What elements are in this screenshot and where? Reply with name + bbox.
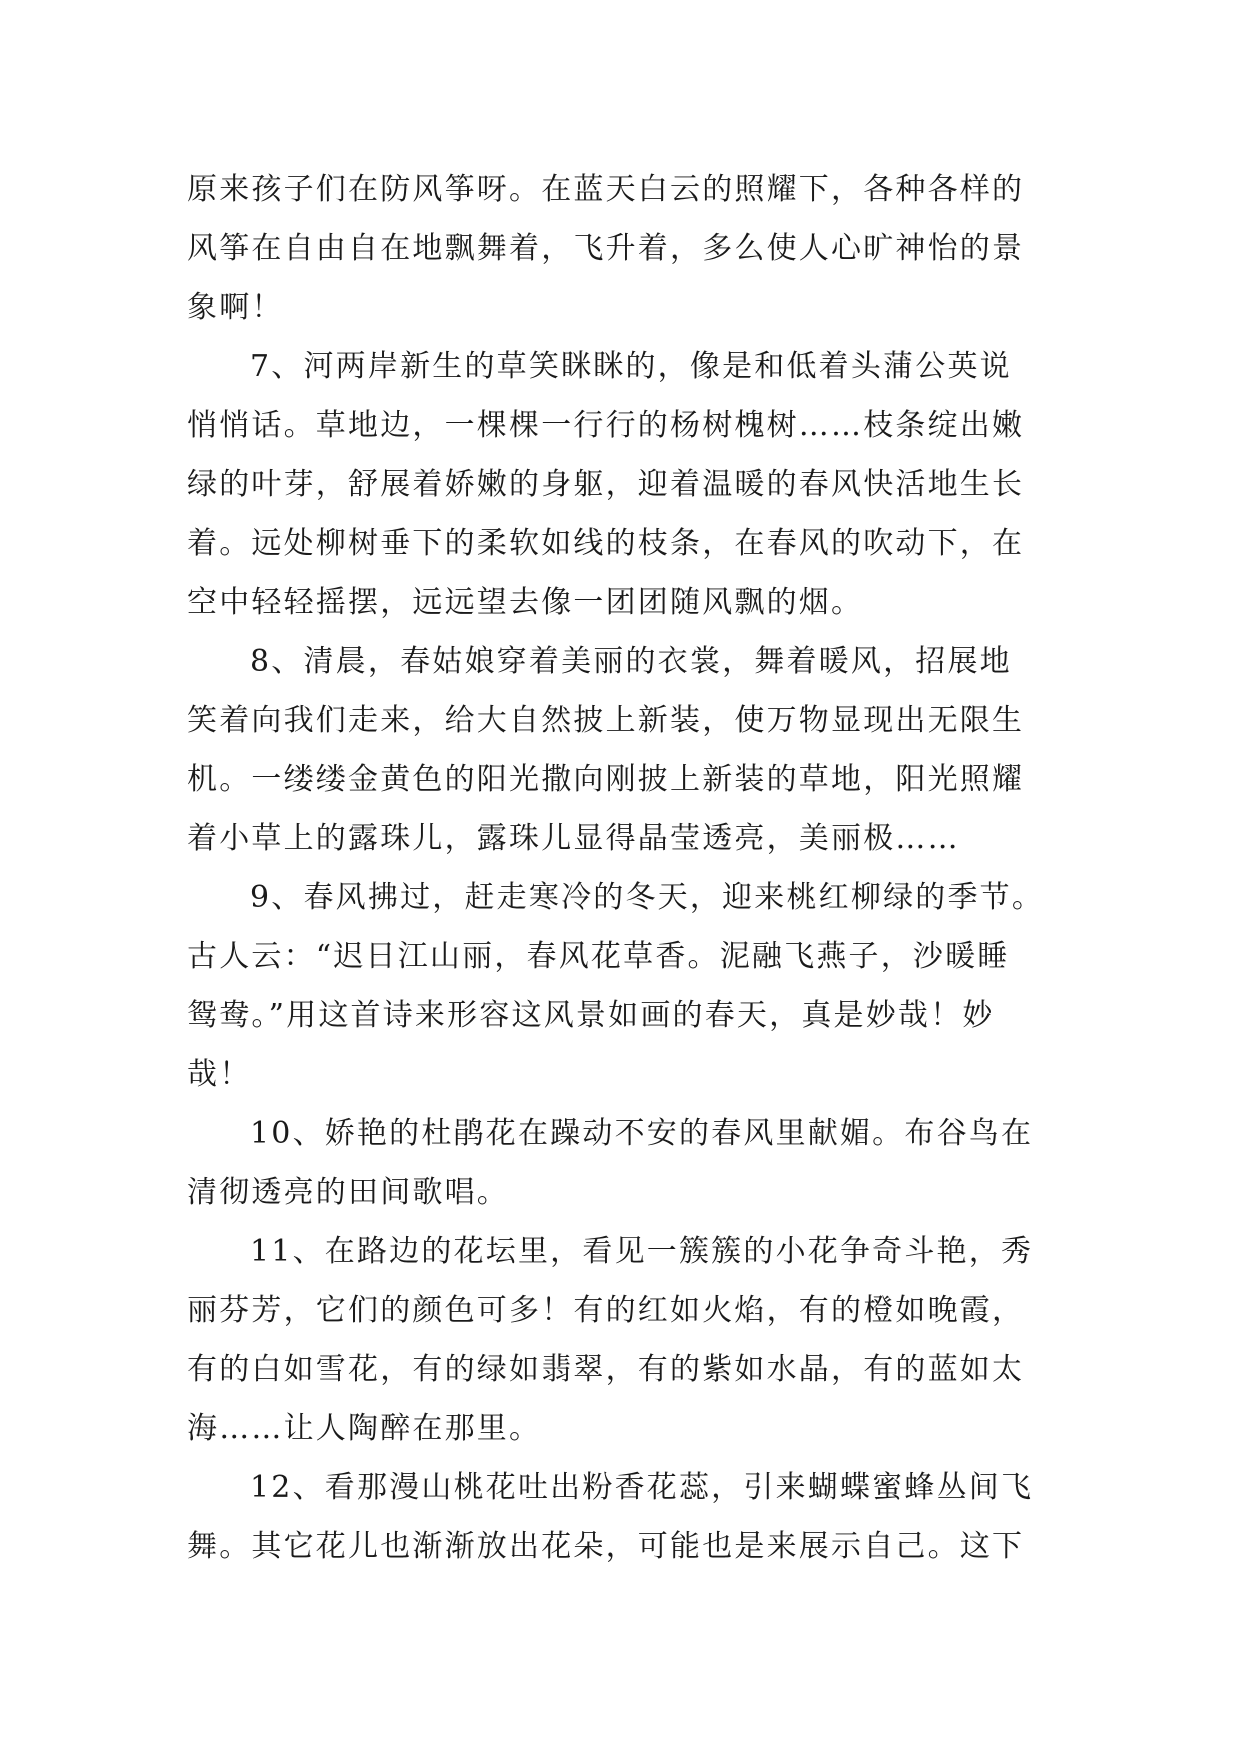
paragraph-line: 丽芬芳，它们的颜色可多！有的红如火焰，有的橙如晚霞， <box>187 1293 1025 1328</box>
paragraph-line: 绿的叶芽，舒展着娇嫩的身躯，迎着温暖的春风快活地生长 <box>187 467 1025 502</box>
paragraph-line: 9、春风拂过，赶走寒冷的冬天，迎来桃红柳绿的季节。 <box>250 880 1045 915</box>
paragraph-line: 原来孩子们在防风筝呀。在蓝天白云的照耀下，各种各样的 <box>187 172 1025 207</box>
paragraph-line: 笑着向我们走来，给大自然披上新装，使万物显现出无限生 <box>187 703 1025 738</box>
paragraph-item-11 <box>187 1222 1067 1458</box>
paragraph-line: 10、娇艳的杜鹃花在躁动不安的春风里献媚。布谷鸟在 <box>250 1116 1034 1151</box>
paragraph-line: 鸳鸯。”用这首诗来形容这风景如画的春天，真是妙哉！妙 <box>187 998 995 1033</box>
paragraph-item-8 <box>187 632 1067 868</box>
paragraph-line: 机。一缕缕金黄色的阳光撒向刚披上新装的草地，阳光照耀 <box>187 762 1025 797</box>
paragraph-item-9 <box>187 868 1067 1104</box>
paragraph-item-7 <box>187 337 1067 632</box>
paragraph-line: 着小草上的露珠儿，露珠儿显得晶莹透亮，美丽极…… <box>187 821 960 856</box>
paragraph-line: 象啊！ <box>187 290 284 325</box>
paragraph-line: 哉！ <box>187 1057 252 1092</box>
paragraph-line: 悄悄话。草地边，一棵棵一行行的杨树槐树……枝条绽出嫩 <box>187 408 1025 443</box>
paragraph-line: 风筝在自由自在地飘舞着，飞升着，多么使人心旷神怡的景 <box>187 231 1025 266</box>
paragraph-item-12 <box>187 1458 1067 1576</box>
paragraph-line: 7、河两岸新生的草笑眯眯的，像是和低着头蒲公英说 <box>250 349 1012 384</box>
document-body <box>187 160 1067 1576</box>
paragraph-item-10 <box>187 1104 1067 1222</box>
paragraph-continuation <box>187 160 1067 337</box>
paragraph-line: 清彻透亮的田间歌唱。 <box>187 1175 509 1210</box>
paragraph-line: 舞。其它花儿也渐渐放出花朵，可能也是来展示自己。这下 <box>187 1529 1025 1564</box>
paragraph-line: 着。远处柳树垂下的柔软如线的枝条，在春风的吹动下，在 <box>187 526 1025 561</box>
paragraph-line: 海……让人陶醉在那里。 <box>187 1411 542 1446</box>
paragraph-line: 11、在路边的花坛里，看见一簇簇的小花争奇斗艳，秀 <box>250 1234 1034 1269</box>
paragraph-line: 8、清晨，春姑娘穿着美丽的衣裳，舞着暖风，招展地 <box>250 644 1012 679</box>
paragraph-line: 古人云：“迟日江山丽，春风花草香。泥融飞燕子，沙暖睡 <box>187 939 1010 974</box>
paragraph-line: 有的白如雪花，有的绿如翡翠，有的紫如水晶，有的蓝如太 <box>187 1352 1025 1387</box>
paragraph-line: 12、看那漫山桃花吐出粉香花蕊，引来蝴蝶蜜蜂丛间飞 <box>250 1470 1034 1505</box>
paragraph-line: 空中轻轻摇摆，远远望去像一团团随风飘的烟。 <box>187 585 864 620</box>
